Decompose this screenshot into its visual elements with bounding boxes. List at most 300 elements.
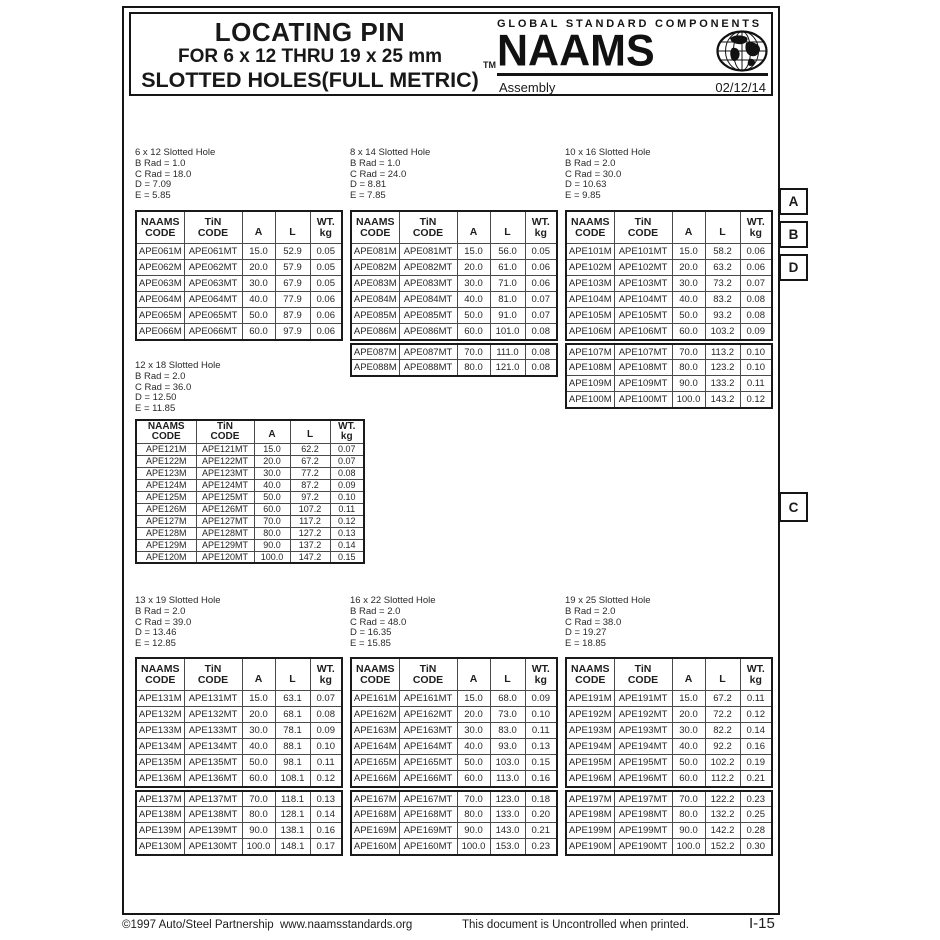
spec-title: 19 x 25 Slotted Hole [565, 595, 651, 606]
table-cell: 78.1 [275, 723, 310, 739]
table-cell: APE194MT [614, 739, 672, 755]
table-cell: 50.0 [254, 491, 290, 503]
column-header: NAAMS CODE [136, 211, 184, 244]
spec-note: D = 13.46 [135, 627, 177, 639]
table-cell: 0.25 [740, 807, 772, 823]
table-cell: APE199M [566, 823, 614, 839]
table-cell: 52.9 [275, 244, 310, 260]
table-cell: 63.1 [275, 691, 310, 707]
table-cell: APE123MT [196, 467, 254, 479]
table-cell: 132.2 [705, 807, 740, 823]
table-cell: 63.2 [705, 260, 740, 276]
table-cell: 20.0 [672, 260, 705, 276]
table-cell: 20.0 [254, 455, 290, 467]
spec-note: E = 7.85 [350, 190, 386, 202]
table-row [566, 839, 772, 855]
table-cell: APE193MT [614, 723, 672, 739]
table-row [136, 739, 342, 755]
spec-table [350, 343, 558, 377]
table-cell: APE066MT [184, 324, 242, 340]
table-cell: 0.05 [310, 244, 342, 260]
table-cell: 68.0 [490, 691, 525, 707]
table-cell: 40.0 [672, 739, 705, 755]
column-header: L [705, 211, 740, 244]
table-row [566, 755, 772, 771]
table-cell: APE129M [136, 539, 196, 551]
table-cell: APE102MT [614, 260, 672, 276]
column-header: L [275, 658, 310, 691]
spec-note: D = 19.27 [565, 627, 607, 639]
table-cell: 103.2 [705, 324, 740, 340]
table-cell: 81.0 [490, 292, 525, 308]
table-cell: 121.0 [490, 360, 525, 376]
table-cell: APE081MT [399, 244, 457, 260]
table-cell: 50.0 [457, 308, 490, 324]
table-cell: APE084M [351, 292, 399, 308]
table-row [351, 344, 557, 360]
table-cell: APE122MT [196, 455, 254, 467]
table-cell: 101.0 [490, 324, 525, 340]
spec-notes [565, 596, 773, 650]
table-row [136, 292, 342, 308]
table-cell: 87.2 [290, 479, 330, 491]
table-cell: 0.06 [740, 244, 772, 260]
table-cell: APE196MT [614, 771, 672, 787]
table-cell: 0.08 [330, 467, 364, 479]
column-header: L [275, 211, 310, 244]
table-cell: APE065MT [184, 308, 242, 324]
table-cell: 0.07 [310, 691, 342, 707]
table-row [136, 455, 364, 467]
spec-note: C Rad = 18.0 [135, 168, 192, 180]
table-cell: 123.2 [705, 360, 740, 376]
table-cell: APE103M [566, 276, 614, 292]
table-cell: 15.0 [254, 443, 290, 455]
trademark-symbol: TM [483, 60, 496, 70]
spec-notes [135, 361, 365, 415]
table-cell: APE130MT [184, 839, 242, 855]
table-cell: 0.09 [310, 723, 342, 739]
table-cell: 0.17 [310, 839, 342, 855]
table-cell: 0.11 [740, 691, 772, 707]
table-cell: 90.0 [672, 376, 705, 392]
table-cell: 70.0 [672, 344, 705, 360]
revision-date: 02/12/14 [715, 80, 766, 95]
column-header: NAAMS CODE [566, 658, 614, 691]
table-row [136, 479, 364, 491]
table-cell: 137.2 [290, 539, 330, 551]
table-cell: 0.15 [330, 551, 364, 563]
table-cell: APE139M [136, 823, 184, 839]
table-cell: APE083MT [399, 276, 457, 292]
table-cell: APE195MT [614, 755, 672, 771]
table-cell: 0.11 [330, 503, 364, 515]
column-header: TiN CODE [614, 658, 672, 691]
table-cell: 0.12 [330, 515, 364, 527]
table-cell: APE120M [136, 551, 196, 563]
table-cell: 0.09 [330, 479, 364, 491]
table-cell: APE123M [136, 467, 196, 479]
table-cell: 50.0 [457, 755, 490, 771]
table-cell: APE135M [136, 755, 184, 771]
table-cell: APE100M [566, 392, 614, 408]
table-cell: 143.0 [490, 823, 525, 839]
table-cell: 80.0 [672, 360, 705, 376]
table-cell: 90.0 [672, 823, 705, 839]
spec-title: 6 x 12 Slotted Hole [135, 147, 216, 158]
spec-note: B Rad = 2.0 [135, 605, 186, 617]
table-cell: 83.2 [705, 292, 740, 308]
table-cell: 20.0 [242, 707, 275, 723]
table-cell: 0.12 [310, 771, 342, 787]
table-cell: 62.2 [290, 443, 330, 455]
column-header: A [672, 211, 705, 244]
column-header: WT. kg [525, 658, 557, 691]
table-cell: APE084MT [399, 292, 457, 308]
table-row [566, 308, 772, 324]
table-cell: APE128MT [196, 527, 254, 539]
title-line-1: LOCATING PIN [214, 17, 406, 47]
column-header: A [457, 658, 490, 691]
column-header: WT. kg [330, 420, 364, 444]
column-header: L [490, 211, 525, 244]
table-cell: 70.0 [254, 515, 290, 527]
spec-note: D = 16.35 [350, 627, 392, 639]
table-cell: APE103MT [614, 276, 672, 292]
table-cell: 138.1 [275, 823, 310, 839]
table-row [351, 755, 557, 771]
table-cell: 133.0 [490, 807, 525, 823]
table-cell: 30.0 [672, 276, 705, 292]
table-cell: 0.21 [525, 823, 557, 839]
table-cell: 0.06 [525, 276, 557, 292]
table-cell: APE195M [566, 755, 614, 771]
spec-table [135, 210, 343, 341]
table-row [566, 791, 772, 807]
table-cell: APE106MT [614, 324, 672, 340]
table-cell: 0.15 [525, 755, 557, 771]
table-cell: 15.0 [672, 244, 705, 260]
spec-table [350, 210, 558, 341]
table-cell: 127.2 [290, 527, 330, 539]
table-cell: APE086M [351, 324, 399, 340]
table-cell: APE121M [136, 443, 196, 455]
spec-note: C Rad = 48.0 [350, 616, 407, 628]
table-row [566, 823, 772, 839]
table-cell: APE138MT [184, 807, 242, 823]
table-row [351, 292, 557, 308]
table-cell: 97.9 [275, 324, 310, 340]
table-cell: 90.0 [457, 823, 490, 839]
table-cell: 15.0 [457, 244, 490, 260]
spec-note: B Rad = 1.0 [135, 157, 186, 169]
table-cell: APE108M [566, 360, 614, 376]
column-header: WT. kg [740, 658, 772, 691]
header-row [566, 211, 772, 244]
table-row [566, 344, 772, 360]
table-cell: 92.2 [705, 739, 740, 755]
table-cell: 83.0 [490, 723, 525, 739]
table-row [136, 308, 342, 324]
table-cell: 0.06 [310, 324, 342, 340]
table-row [566, 691, 772, 707]
table-row [351, 324, 557, 340]
table-row [566, 276, 772, 292]
page-number: I-15 [749, 915, 775, 932]
table-cell: 97.2 [290, 491, 330, 503]
table-row [566, 807, 772, 823]
column-header: A [457, 211, 490, 244]
table-cell: 30.0 [242, 276, 275, 292]
table-row [351, 260, 557, 276]
table-cell: 20.0 [672, 707, 705, 723]
table-cell: 147.2 [290, 551, 330, 563]
table-cell: 0.08 [740, 308, 772, 324]
table-row [566, 244, 772, 260]
table-row [136, 791, 342, 807]
spec-note: C Rad = 30.0 [565, 168, 622, 180]
table-cell: 133.2 [705, 376, 740, 392]
table-cell: APE088M [351, 360, 399, 376]
spec-note: E = 15.85 [350, 638, 391, 650]
spec-notes [135, 148, 343, 202]
spec-table [135, 790, 343, 856]
brand-row [497, 26, 768, 76]
table-row [136, 755, 342, 771]
table-cell: 0.10 [740, 344, 772, 360]
spec-group-10x16 [565, 148, 773, 409]
table-cell: APE136MT [184, 771, 242, 787]
table-cell: APE124MT [196, 479, 254, 491]
column-header: TiN CODE [614, 211, 672, 244]
table-cell: 68.1 [275, 707, 310, 723]
table-cell: APE160M [351, 839, 399, 855]
table-cell: APE197M [566, 791, 614, 807]
table-row [136, 527, 364, 539]
table-cell: 15.0 [242, 244, 275, 260]
table-cell: 70.0 [457, 344, 490, 360]
table-row [566, 392, 772, 408]
table-cell: 40.0 [242, 292, 275, 308]
table-row [566, 707, 772, 723]
table-cell: APE169MT [399, 823, 457, 839]
footer-website-link[interactable]: www.naamsstandards.org [280, 919, 413, 931]
table-cell: APE138M [136, 807, 184, 823]
table-cell: APE106M [566, 324, 614, 340]
spec-table [135, 657, 343, 788]
table-cell: APE101MT [614, 244, 672, 260]
table-cell: 0.28 [740, 823, 772, 839]
table-cell: 60.0 [457, 771, 490, 787]
table-cell: APE194M [566, 739, 614, 755]
spec-notes [565, 148, 773, 202]
column-header: NAAMS CODE [351, 211, 399, 244]
table-cell: 91.0 [490, 308, 525, 324]
table-cell: APE124M [136, 479, 196, 491]
table-cell: APE130M [136, 839, 184, 855]
table-cell: 80.0 [457, 807, 490, 823]
column-header: TiN CODE [184, 658, 242, 691]
table-cell: 152.2 [705, 839, 740, 855]
table-cell: 70.0 [457, 791, 490, 807]
table-cell: 0.14 [330, 539, 364, 551]
column-header: WT. kg [740, 211, 772, 244]
title-line-2: FOR 6 x 12 THRU 19 x 25 mm [178, 46, 442, 67]
table-cell: APE086MT [399, 324, 457, 340]
table-cell: 15.0 [242, 691, 275, 707]
spec-note: B Rad = 2.0 [565, 605, 616, 617]
table-cell: 60.0 [672, 771, 705, 787]
table-cell: 87.9 [275, 308, 310, 324]
table-cell: 0.10 [525, 707, 557, 723]
table-cell: 100.0 [672, 392, 705, 408]
table-cell: APE197MT [614, 791, 672, 807]
table-row [351, 807, 557, 823]
table-cell: APE166MT [399, 771, 457, 787]
table-cell: APE109M [566, 376, 614, 392]
table-cell: APE120MT [196, 551, 254, 563]
header-row [351, 658, 557, 691]
header-row [136, 211, 342, 244]
table-cell: 0.12 [740, 707, 772, 723]
column-header: A [672, 658, 705, 691]
table-cell: 0.05 [310, 276, 342, 292]
table-cell: APE062M [136, 260, 184, 276]
table-cell: 30.0 [254, 467, 290, 479]
table-cell: APE131MT [184, 691, 242, 707]
table-cell: APE162M [351, 707, 399, 723]
table-cell: APE061MT [184, 244, 242, 260]
column-header: NAAMS CODE [136, 658, 184, 691]
table-cell: 0.10 [330, 491, 364, 503]
table-cell: APE165MT [399, 755, 457, 771]
table-cell: 82.2 [705, 723, 740, 739]
table-cell: 100.0 [254, 551, 290, 563]
column-header: A [242, 211, 275, 244]
table-cell: APE126MT [196, 503, 254, 515]
table-cell: 0.08 [525, 360, 557, 376]
column-header: TiN CODE [399, 211, 457, 244]
table-cell: APE165M [351, 755, 399, 771]
table-cell: APE132M [136, 707, 184, 723]
table-cell: APE085M [351, 308, 399, 324]
table-cell: 0.09 [525, 691, 557, 707]
table-row [351, 360, 557, 376]
table-cell: 58.2 [705, 244, 740, 260]
table-cell: 0.23 [740, 791, 772, 807]
table-row [136, 443, 364, 455]
spec-group-6x12 [135, 148, 343, 341]
column-header: WT. kg [310, 211, 342, 244]
table-cell: APE191M [566, 691, 614, 707]
spec-title: 16 x 22 Slotted Hole [350, 595, 436, 606]
table-cell: APE065M [136, 308, 184, 324]
table-cell: 30.0 [457, 723, 490, 739]
table-row [136, 539, 364, 551]
table-cell: 0.20 [525, 807, 557, 823]
table-cell: APE134M [136, 739, 184, 755]
table-cell: APE190M [566, 839, 614, 855]
table-row [566, 324, 772, 340]
table-cell: APE107MT [614, 344, 672, 360]
table-cell: 50.0 [242, 755, 275, 771]
table-cell: 148.1 [275, 839, 310, 855]
table-cell: 93.0 [490, 739, 525, 755]
column-header: TiN CODE [196, 420, 254, 444]
table-cell: 0.16 [740, 739, 772, 755]
table-cell: 80.0 [242, 807, 275, 823]
table-cell: 80.0 [457, 360, 490, 376]
table-row [136, 491, 364, 503]
column-header: NAAMS CODE [351, 658, 399, 691]
table-cell: APE126M [136, 503, 196, 515]
zone-marker-a: A [779, 188, 808, 215]
spec-note: D = 12.50 [135, 392, 177, 404]
table-cell: 123.0 [490, 791, 525, 807]
spec-table [135, 419, 365, 565]
table-cell: 0.13 [310, 791, 342, 807]
table-cell: 100.0 [457, 839, 490, 855]
title-line-3: SLOTTED HOLES(FULL METRIC) [141, 68, 479, 92]
table-cell: APE105M [566, 308, 614, 324]
table-cell: 40.0 [672, 292, 705, 308]
table-cell: 80.0 [254, 527, 290, 539]
table-cell: 100.0 [242, 839, 275, 855]
table-cell: 15.0 [457, 691, 490, 707]
table-cell: APE196M [566, 771, 614, 787]
table-cell: APE085MT [399, 308, 457, 324]
table-cell: 61.0 [490, 260, 525, 276]
table-row [136, 707, 342, 723]
table-cell: 60.0 [672, 324, 705, 340]
table-cell: 40.0 [457, 739, 490, 755]
table-cell: APE082M [351, 260, 399, 276]
table-cell: APE137M [136, 791, 184, 807]
table-cell: 108.1 [275, 771, 310, 787]
spec-note: C Rad = 36.0 [135, 381, 192, 393]
table-cell: 0.10 [310, 739, 342, 755]
header-row [566, 658, 772, 691]
title-block-header [129, 12, 773, 96]
table-row [351, 691, 557, 707]
column-header: L [705, 658, 740, 691]
table-cell: 0.05 [525, 244, 557, 260]
table-cell: APE064MT [184, 292, 242, 308]
table-row [136, 324, 342, 340]
table-row [351, 244, 557, 260]
footer-uncontrolled-notice: This document is Uncontrolled when printed. [462, 919, 689, 931]
table-cell: APE107M [566, 344, 614, 360]
spec-title: 12 x 18 Slotted Hole [135, 360, 221, 371]
table-cell: 15.0 [672, 691, 705, 707]
table-cell: 0.06 [740, 260, 772, 276]
table-cell: 0.18 [525, 791, 557, 807]
table-cell: APE063MT [184, 276, 242, 292]
table-cell: 88.1 [275, 739, 310, 755]
category-label: Assembly [499, 80, 556, 95]
table-cell: APE190MT [614, 839, 672, 855]
table-cell: 30.0 [457, 276, 490, 292]
table-row [136, 467, 364, 479]
table-cell: APE063M [136, 276, 184, 292]
table-cell: APE164MT [399, 739, 457, 755]
table-cell: 60.0 [242, 324, 275, 340]
table-cell: 20.0 [242, 260, 275, 276]
table-row [351, 723, 557, 739]
table-cell: APE102M [566, 260, 614, 276]
spec-table [350, 657, 558, 788]
table-cell: 0.07 [525, 292, 557, 308]
